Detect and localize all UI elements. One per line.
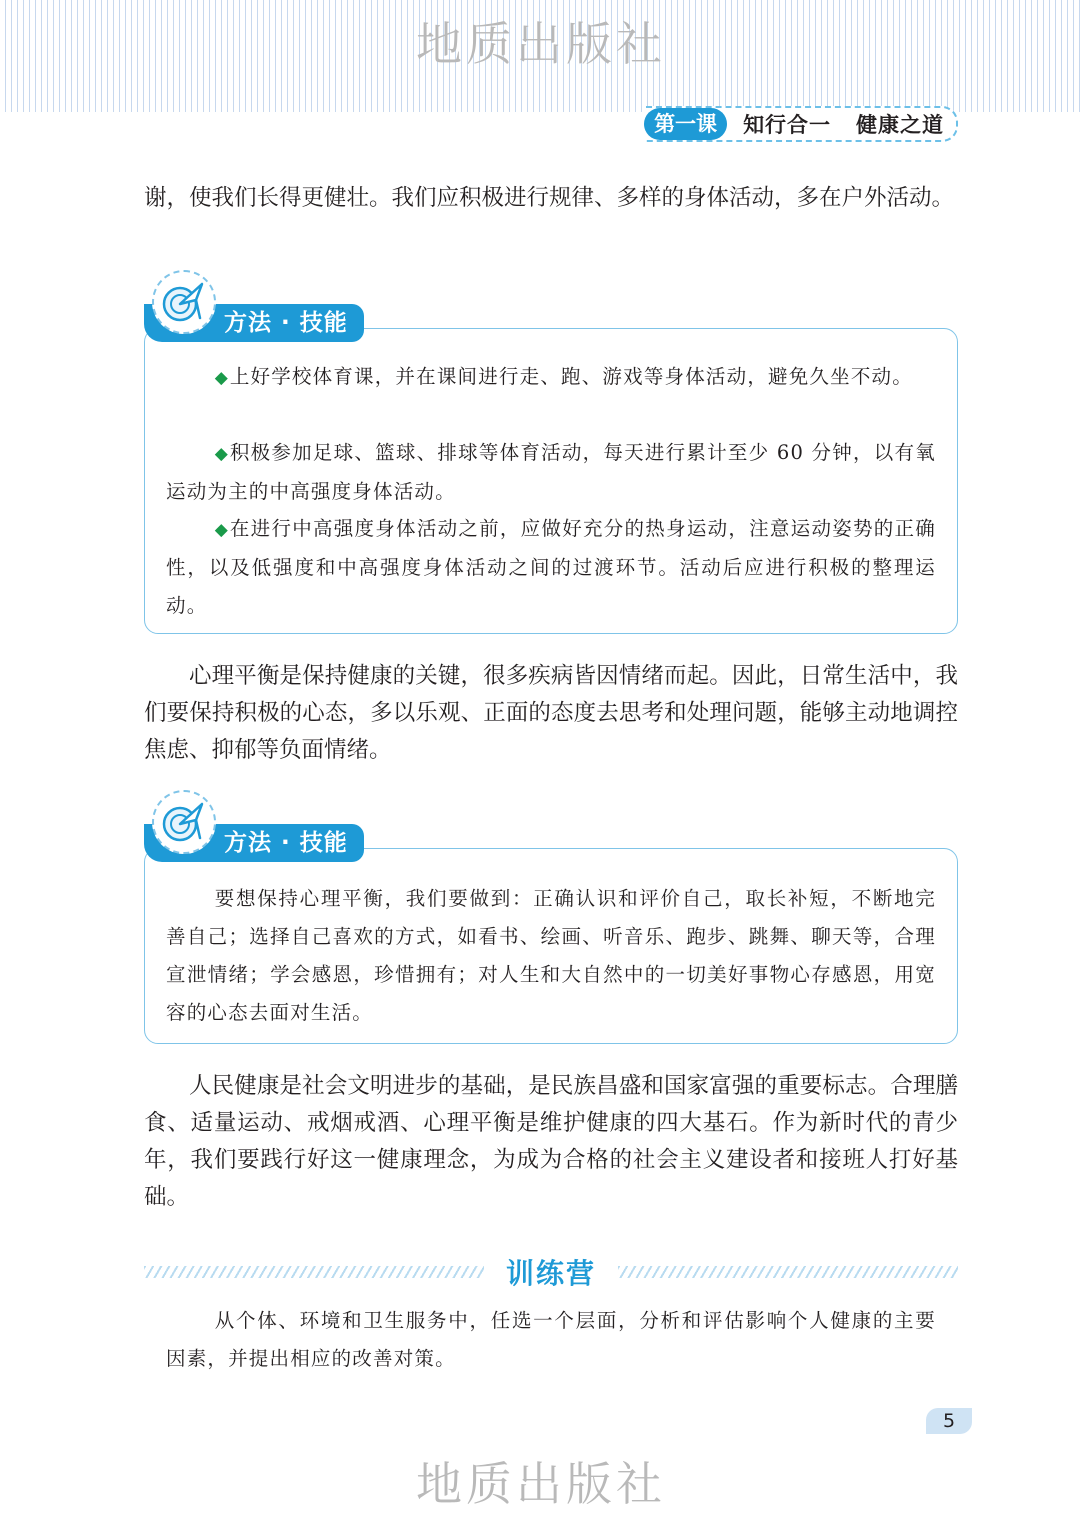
- method-item-2: ◆ 积极参加足球、篮球、排球等体育活动，每天进行累计至少 60 分钟，以有氧运动为主的中高强度身体活动。: [166, 441, 936, 503]
- compass-arrow-icon: [152, 270, 216, 334]
- method-text-2: 要想保持心理平衡，我们要做到：正确认识和评价自己，取长补短，不断地完善自己；选择自己喜欢的方式，如看书、绘画、听音乐、跑步、跳舞、聊天等，合理宣泄情绪；学会感恩，珍惜拥有；对人生和大自然中的一切美好事物心存感恩，用宽容的心态去面对生活。: [166, 887, 936, 1024]
- page-number: 5: [926, 1408, 972, 1434]
- method-skill-label-2: 方法 · 技能: [144, 824, 364, 862]
- body-paragraph-3: 人民健康是社会文明进步的基础，是民族昌盛和国家富强的重要标志。合理膳食、适量运动、戒烟戒酒、心理平衡是维护健康的四大基石。作为新时代的青少年，我们要践行好这一健康理念，为成为合格的社会主义建设者和接班人打好基础。: [144, 1073, 958, 1210]
- lesson-tag: 第一课: [644, 108, 727, 140]
- bullet-diamond-icon: ◆: [214, 444, 228, 464]
- method-item-1: ◆ 上好学校体育课，并在课间进行走、跑、游戏等身体活动，避免久坐不动。: [214, 365, 913, 388]
- bullet-diamond-icon: ◆: [214, 368, 228, 388]
- body-paragraph-2: 心理平衡是保持健康的关键，很多疾病皆因情绪而起。因此，日常生活中，我们要保持积极的心态，多以乐观、正面的态度去思考和处理问题，能够主动地调控焦虑、抑郁等负面情绪。: [144, 663, 958, 763]
- training-camp-header: [144, 1252, 958, 1292]
- bullet-diamond-icon: ◆: [214, 520, 228, 540]
- method-skill-label-1: 方法 · 技能: [144, 304, 364, 342]
- method-item-3: ◆ 在进行中高强度身体活动之前，应做好充分的热身运动，注意运动姿势的正确性，以及低强度和中高强度身体活动之间的过渡环节。活动后应进行积极的整理运动。: [166, 517, 936, 617]
- lesson-title: 知行合一 健康之道: [743, 113, 944, 137]
- lesson-header: [646, 106, 958, 142]
- compass-arrow-icon: [152, 790, 216, 854]
- training-camp-title: 训练营: [506, 1257, 597, 1290]
- publisher-watermark-top: 地质出版社: [416, 17, 666, 71]
- hatch-decoration-right: [618, 1266, 958, 1278]
- hatch-decoration-left: [144, 1266, 484, 1278]
- publisher-watermark-bottom: 地质出版社: [416, 1457, 666, 1511]
- body-paragraph-1: 谢，使我们长得更健壮。我们应积极进行规律、多样的身体活动，多在户外活动。: [144, 185, 955, 211]
- training-camp-text: 从个体、环境和卫生服务中，任选一个层面，分析和评估影响个人健康的主要因素，并提出相应的改善对策。: [166, 1309, 936, 1370]
